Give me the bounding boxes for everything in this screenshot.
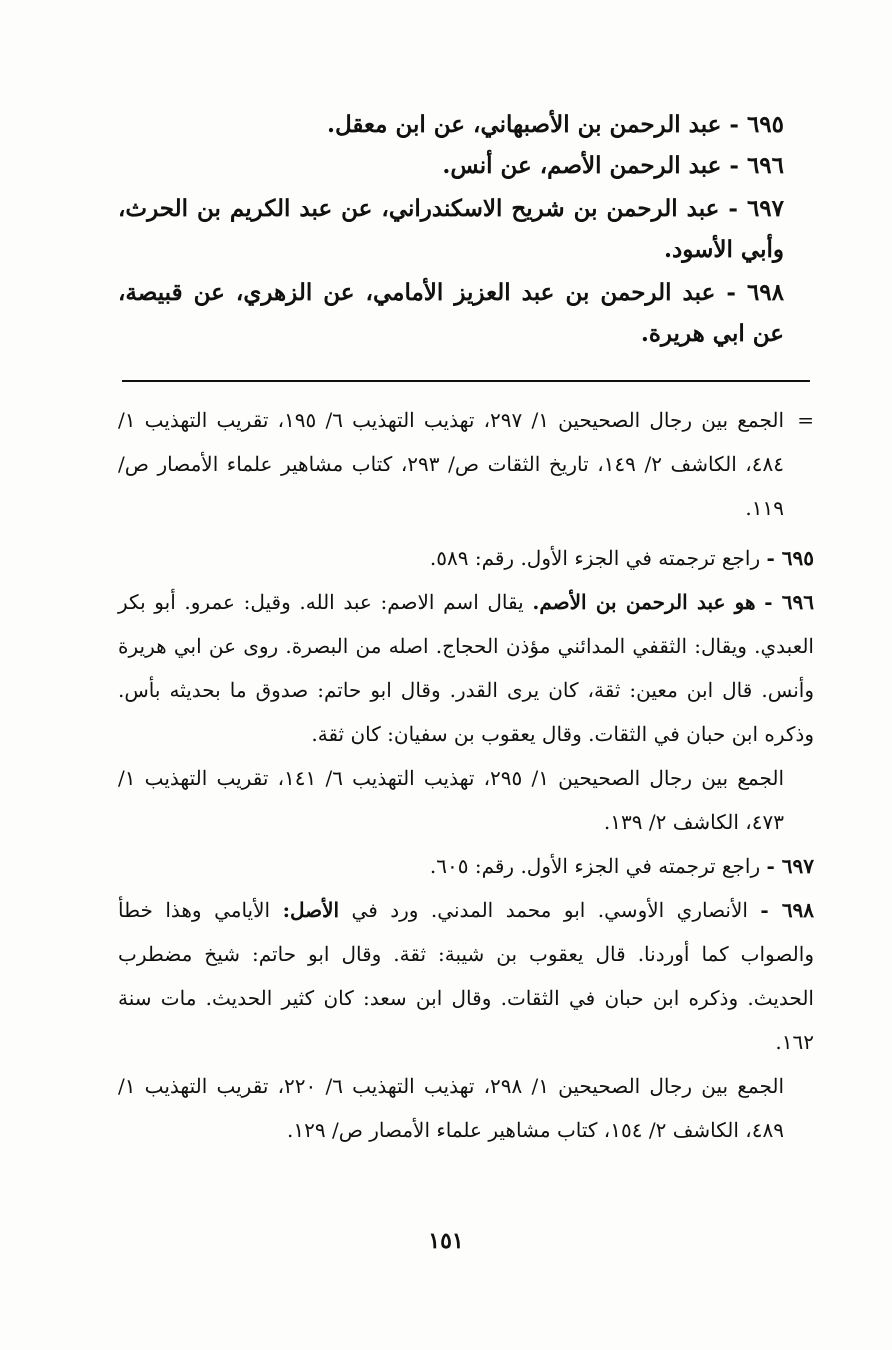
footnote-698-refs: الجمع بين رجال الصحيحين ١/ ٢٩٨، تهذيب التهذيب ٦/ ٢٢٠، تقريب التهذيب ١/ ٤٨٩، الكاشف ٢/ ١٥٤، كتاب مشاهير علماء الأمصار ص/ ١٢٩. (118, 1074, 784, 1142)
footnote-697-number: ٦٩٧ - (766, 854, 814, 878)
footnote-695 (118, 536, 814, 580)
footnote-698-number: ٦٩٨ - (760, 898, 815, 922)
footnote-696-text: يقال اسم الاصم: عبد الله. وقيل: عمرو. أبو بكر العبدي. ويقال: الثقفي المدائني مؤذن الحجاج. اصله من البصرة. روى عن ابي هريرة وأنس. قال ابن معين: ثقة، كان يرى القدر. وقال ابو حاتم: صدوق ما بحديثه بأس. وذكره ابن حبان في الثقات. وقال يعقوب بن سفيان: كان ثقة. (118, 590, 814, 746)
footnote-698-text-b: الأيامي وهذا خطأ والصواب كما أوردنا. قال يعقوب بن شيبة: ثقة. وقال ابو حاتم: شيخ مضطرب الحديث. وذكره ابن حبان في الثقات. وقال ابن سعد: كان كثير الحديث. مات سنة ١٦٢. (118, 898, 814, 1054)
main-entries (118, 104, 784, 354)
footnote-695-text: راجع ترجمته في الجزء الأول. رقم: ٥٨٩. (429, 546, 761, 570)
footnote-continued (118, 398, 814, 530)
footnotes (118, 398, 814, 1152)
footnote-695-number: ٦٩٥ - (766, 546, 814, 570)
footnote-698-text-a: الأنصاري الأوسي. ابو محمد المدني. ورد في (351, 898, 748, 922)
footnote-697 (118, 844, 814, 888)
footnote-696-lead: هو عبد الرحمن بن الأصم. (532, 590, 756, 614)
continued-text: الجمع بين رجال الصحيحين ١/ ٢٩٧، تهذيب التهذيب ٦/ ١٩٥، تقريب التهذيب ١/ ٤٨٤، الكاشف ٢/ ١٤٩، تاريخ الثقات ص/ ٢٩٣، كتاب مشاهير علماء الأمصار ص/ ١١٩. (118, 408, 784, 520)
footnote-698 (118, 888, 814, 1064)
footnote-divider (122, 380, 810, 382)
footnote-696 (118, 580, 814, 756)
footnote-698-bold: الأصل: (282, 898, 340, 922)
footnote-696-refs: الجمع بين رجال الصحيحين ١/ ٢٩٥، تهذيب التهذيب ٦/ ١٤١، تقريب التهذيب ١/ ٤٧٣، الكاشف ٢/ ١٣٩. (118, 766, 784, 834)
footnote-697-text: راجع ترجمته في الجزء الأول. رقم: ٦٠٥. (429, 854, 761, 878)
page-number: ١٥١ (428, 1228, 464, 1254)
entry-696: ٦٩٦ - عبد الرحمن الأصم، عن أنس. (442, 152, 784, 179)
entry-697: ٦٩٧ - عبد الرحمن بن شريح الاسكندراني، عن عبد الكريم بن الحرث، وأبي الأسود. (118, 195, 784, 263)
footnote-696-number: ٦٩٦ - (764, 590, 815, 614)
continued-marker: = (797, 408, 814, 432)
entry-698: ٦٩٨ - عبد الرحمن بن عبد العزيز الأمامي، عن الزهري، عن قبيصة، عن ابي هريرة. (118, 279, 784, 347)
entry-695: ٦٩٥ - عبد الرحمن بن الأصبهاني، عن ابن معقل. (326, 111, 784, 138)
